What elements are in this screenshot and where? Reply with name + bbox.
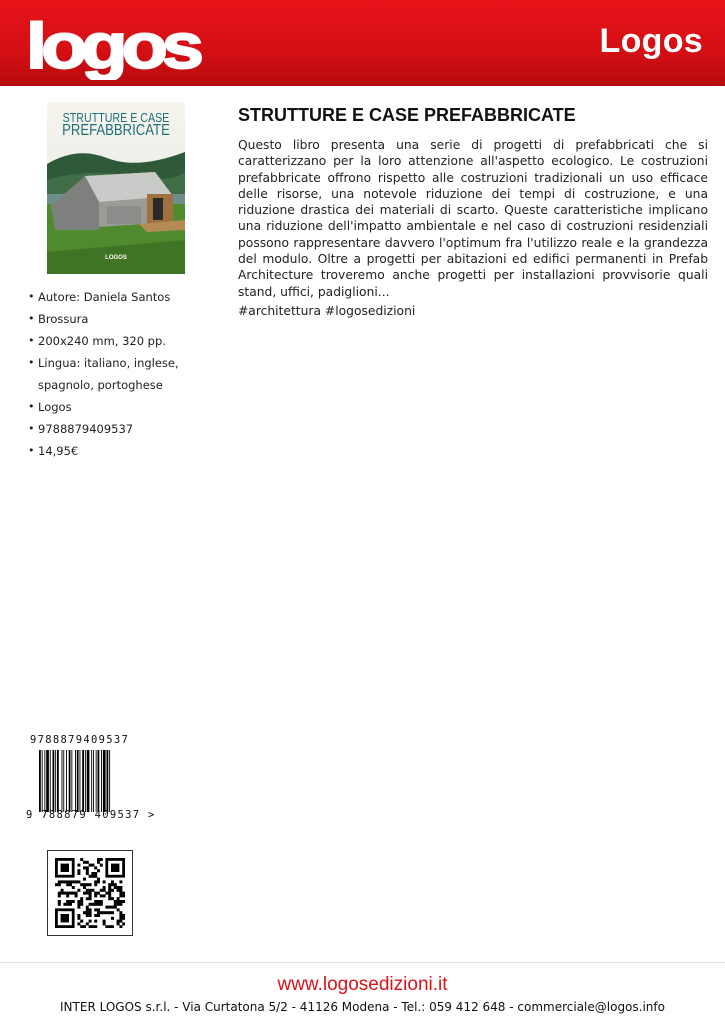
cover-publisher-mark: LOGOS — [105, 255, 127, 261]
detail-format: • 200x240 mm, 320 pp. — [28, 330, 228, 352]
cover-title-line2: PREFABBRICATE — [62, 122, 170, 139]
logos-logo[interactable] — [24, 10, 204, 80]
detail-publisher: • Logos — [28, 396, 228, 418]
cover-title-line1: STRUTTURE E CASE — [62, 110, 170, 125]
brand-name: Logos — [599, 22, 703, 60]
footer-divider — [0, 962, 725, 963]
book-description: Questo libro presenta una serie di progetti di prefabbricati che si caratterizzano per la loro attenzione all'aspetto ecologico. Le costruzioni prefabbricate offrono rispetto alle costruzioni tradizionali un uso efficace delle risorse, una notevole riduzione dei tempi di costruzione, e una riduzione drastica dei materiali di scarto. Queste caratteristiche implicano una riduzione dell'impatto ambientale e nel caso di costruzioni residenziali possono rappresentare davvero l'optimum fra l'utilizzo reale e la grandezza del modulo. Oltre a progetti per abitazioni ed edifici permanenti in Prefab Architecture troveremo anche progetti per installazioni provvisorie quali stand, uffici, padiglioni... — [238, 138, 708, 299]
detail-language: • Lingua: italiano, inglese, spagnolo, portoghese — [28, 352, 228, 396]
book-details-list — [28, 286, 228, 462]
detail-binding: • Brossura — [28, 308, 228, 330]
barcode-bottom-digits: 9 788879 409537 > — [26, 809, 156, 821]
hashtags[interactable]: #architettura #logosedizioni — [238, 304, 416, 318]
detail-price: • 14,95€ — [28, 440, 228, 462]
qr-code[interactable] — [47, 850, 133, 936]
detail-isbn: • 9788879409537 — [28, 418, 228, 440]
book-title: STRUTTURE E CASE PREFABBRICATE — [238, 105, 576, 125]
detail-author: • Autore: Daniela Santos — [28, 286, 228, 308]
qr-code-icon — [55, 858, 125, 928]
logo-wordmark: logos — [26, 10, 201, 80]
header-bar — [0, 0, 725, 86]
website-link[interactable]: www.logosedizioni.it — [277, 974, 448, 995]
book-cover-image — [47, 102, 185, 274]
barcode-icon — [39, 750, 147, 812]
company-address: INTER LOGOS s.r.l. - Via Curtatona 5/2 - 41126 Modena - Tel.: 059 412 648 - commerciale@logos.info — [60, 1000, 665, 1014]
barcode-top-digits: 9788879409537 — [30, 734, 130, 746]
